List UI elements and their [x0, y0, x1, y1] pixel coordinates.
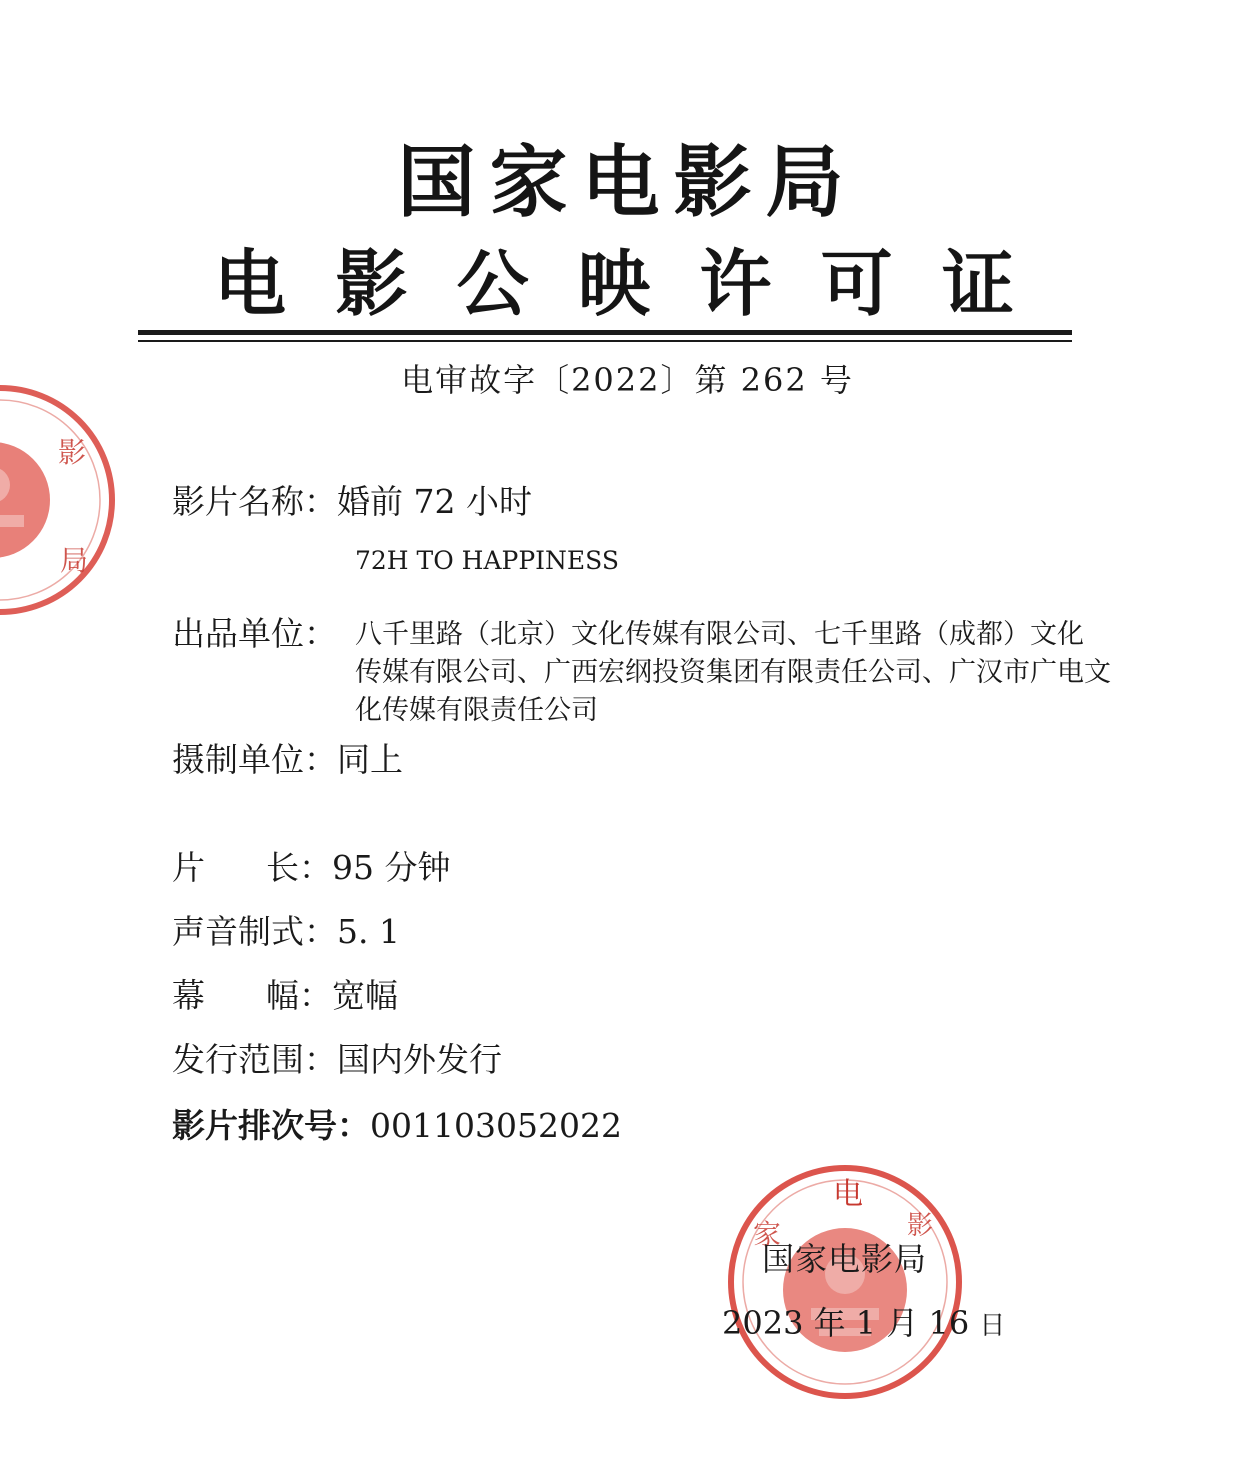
length-label-b: 长： — [266, 848, 332, 887]
sound-row — [172, 910, 400, 954]
issue-date-day-unit: 日 — [979, 1311, 1006, 1341]
issuer-name: 国家电影局 — [762, 1240, 928, 1278]
screen-value: 宽幅 — [332, 976, 398, 1015]
authority-title: 国家电影局 — [397, 138, 858, 228]
official-red-seal-icon — [723, 1162, 967, 1402]
screen-row — [172, 974, 398, 1018]
length-label — [172, 846, 332, 890]
length-row — [172, 846, 450, 890]
producer-label: 出品单位： — [172, 614, 337, 653]
issue-date-day: 16 — [928, 1304, 970, 1342]
length-value: 95 分钟 — [332, 848, 451, 887]
producer-row — [172, 612, 337, 656]
left-seal-char-1: 影 — [58, 436, 87, 469]
film-name-value: 婚前 72 小时 — [337, 482, 532, 521]
title-divider-thin — [138, 340, 1072, 342]
left-red-seal-icon — [0, 380, 120, 620]
release-value: 国内外发行 — [337, 1040, 502, 1079]
document-title-char: 映 — [577, 242, 650, 326]
sound-label: 声音制式： — [172, 912, 337, 951]
release-label: 发行范围： — [172, 1040, 337, 1079]
maker-value: 同上 — [337, 740, 403, 779]
serial-label: 影片排次号： — [172, 1106, 370, 1145]
maker-row — [172, 738, 403, 782]
document-number: 电审故字〔2022〕第 262 号 — [401, 361, 854, 399]
document-title-char: 影 — [335, 242, 408, 326]
serial-row — [172, 1104, 622, 1148]
issue-date-month: 1 — [855, 1304, 877, 1342]
seal-text-top: 电 — [833, 1177, 863, 1212]
film-name-row — [172, 480, 532, 524]
screen-label — [172, 974, 332, 1018]
producer-line: 化传媒有限责任公司 — [355, 695, 598, 726]
serial-value: 001103052022 — [370, 1106, 622, 1145]
film-name-english: 72H TO HAPPINESS — [355, 546, 619, 575]
document-title-char: 证 — [941, 242, 1014, 326]
issue-date — [722, 1302, 1005, 1347]
issue-date-month-unit: 月 — [886, 1304, 919, 1342]
release-row — [172, 1038, 502, 1082]
document-title-char: 公 — [456, 242, 529, 326]
screen-label-b: 幅： — [266, 976, 332, 1015]
screen-label-a: 幕 — [172, 976, 205, 1015]
title-divider-thick — [138, 330, 1072, 335]
left-seal-char-2: 局 — [60, 544, 89, 577]
seal-text-left: 家 — [753, 1218, 782, 1251]
maker-label: 摄制单位： — [172, 740, 337, 779]
film-name-label: 影片名称： — [172, 482, 337, 521]
issue-date-year-unit: 年 — [813, 1304, 846, 1342]
issue-date-year: 2023 — [722, 1304, 804, 1342]
length-label-a: 片 — [172, 848, 205, 887]
document-title-char: 许 — [699, 242, 772, 326]
document-title — [214, 242, 1014, 326]
document-title-char: 电 — [214, 242, 287, 326]
producer-line: 传媒有限公司、广西宏纲投资集团有限责任公司、广汉市广电文 — [355, 657, 1111, 688]
producer-value — [355, 616, 1170, 730]
seal-text-right: 影 — [907, 1211, 934, 1241]
sound-value: 5. 1 — [337, 912, 400, 951]
document-title-char: 可 — [820, 242, 893, 326]
producer-line: 八千里路（北京）文化传媒有限公司、七千里路（成都）文化 — [355, 619, 1084, 650]
